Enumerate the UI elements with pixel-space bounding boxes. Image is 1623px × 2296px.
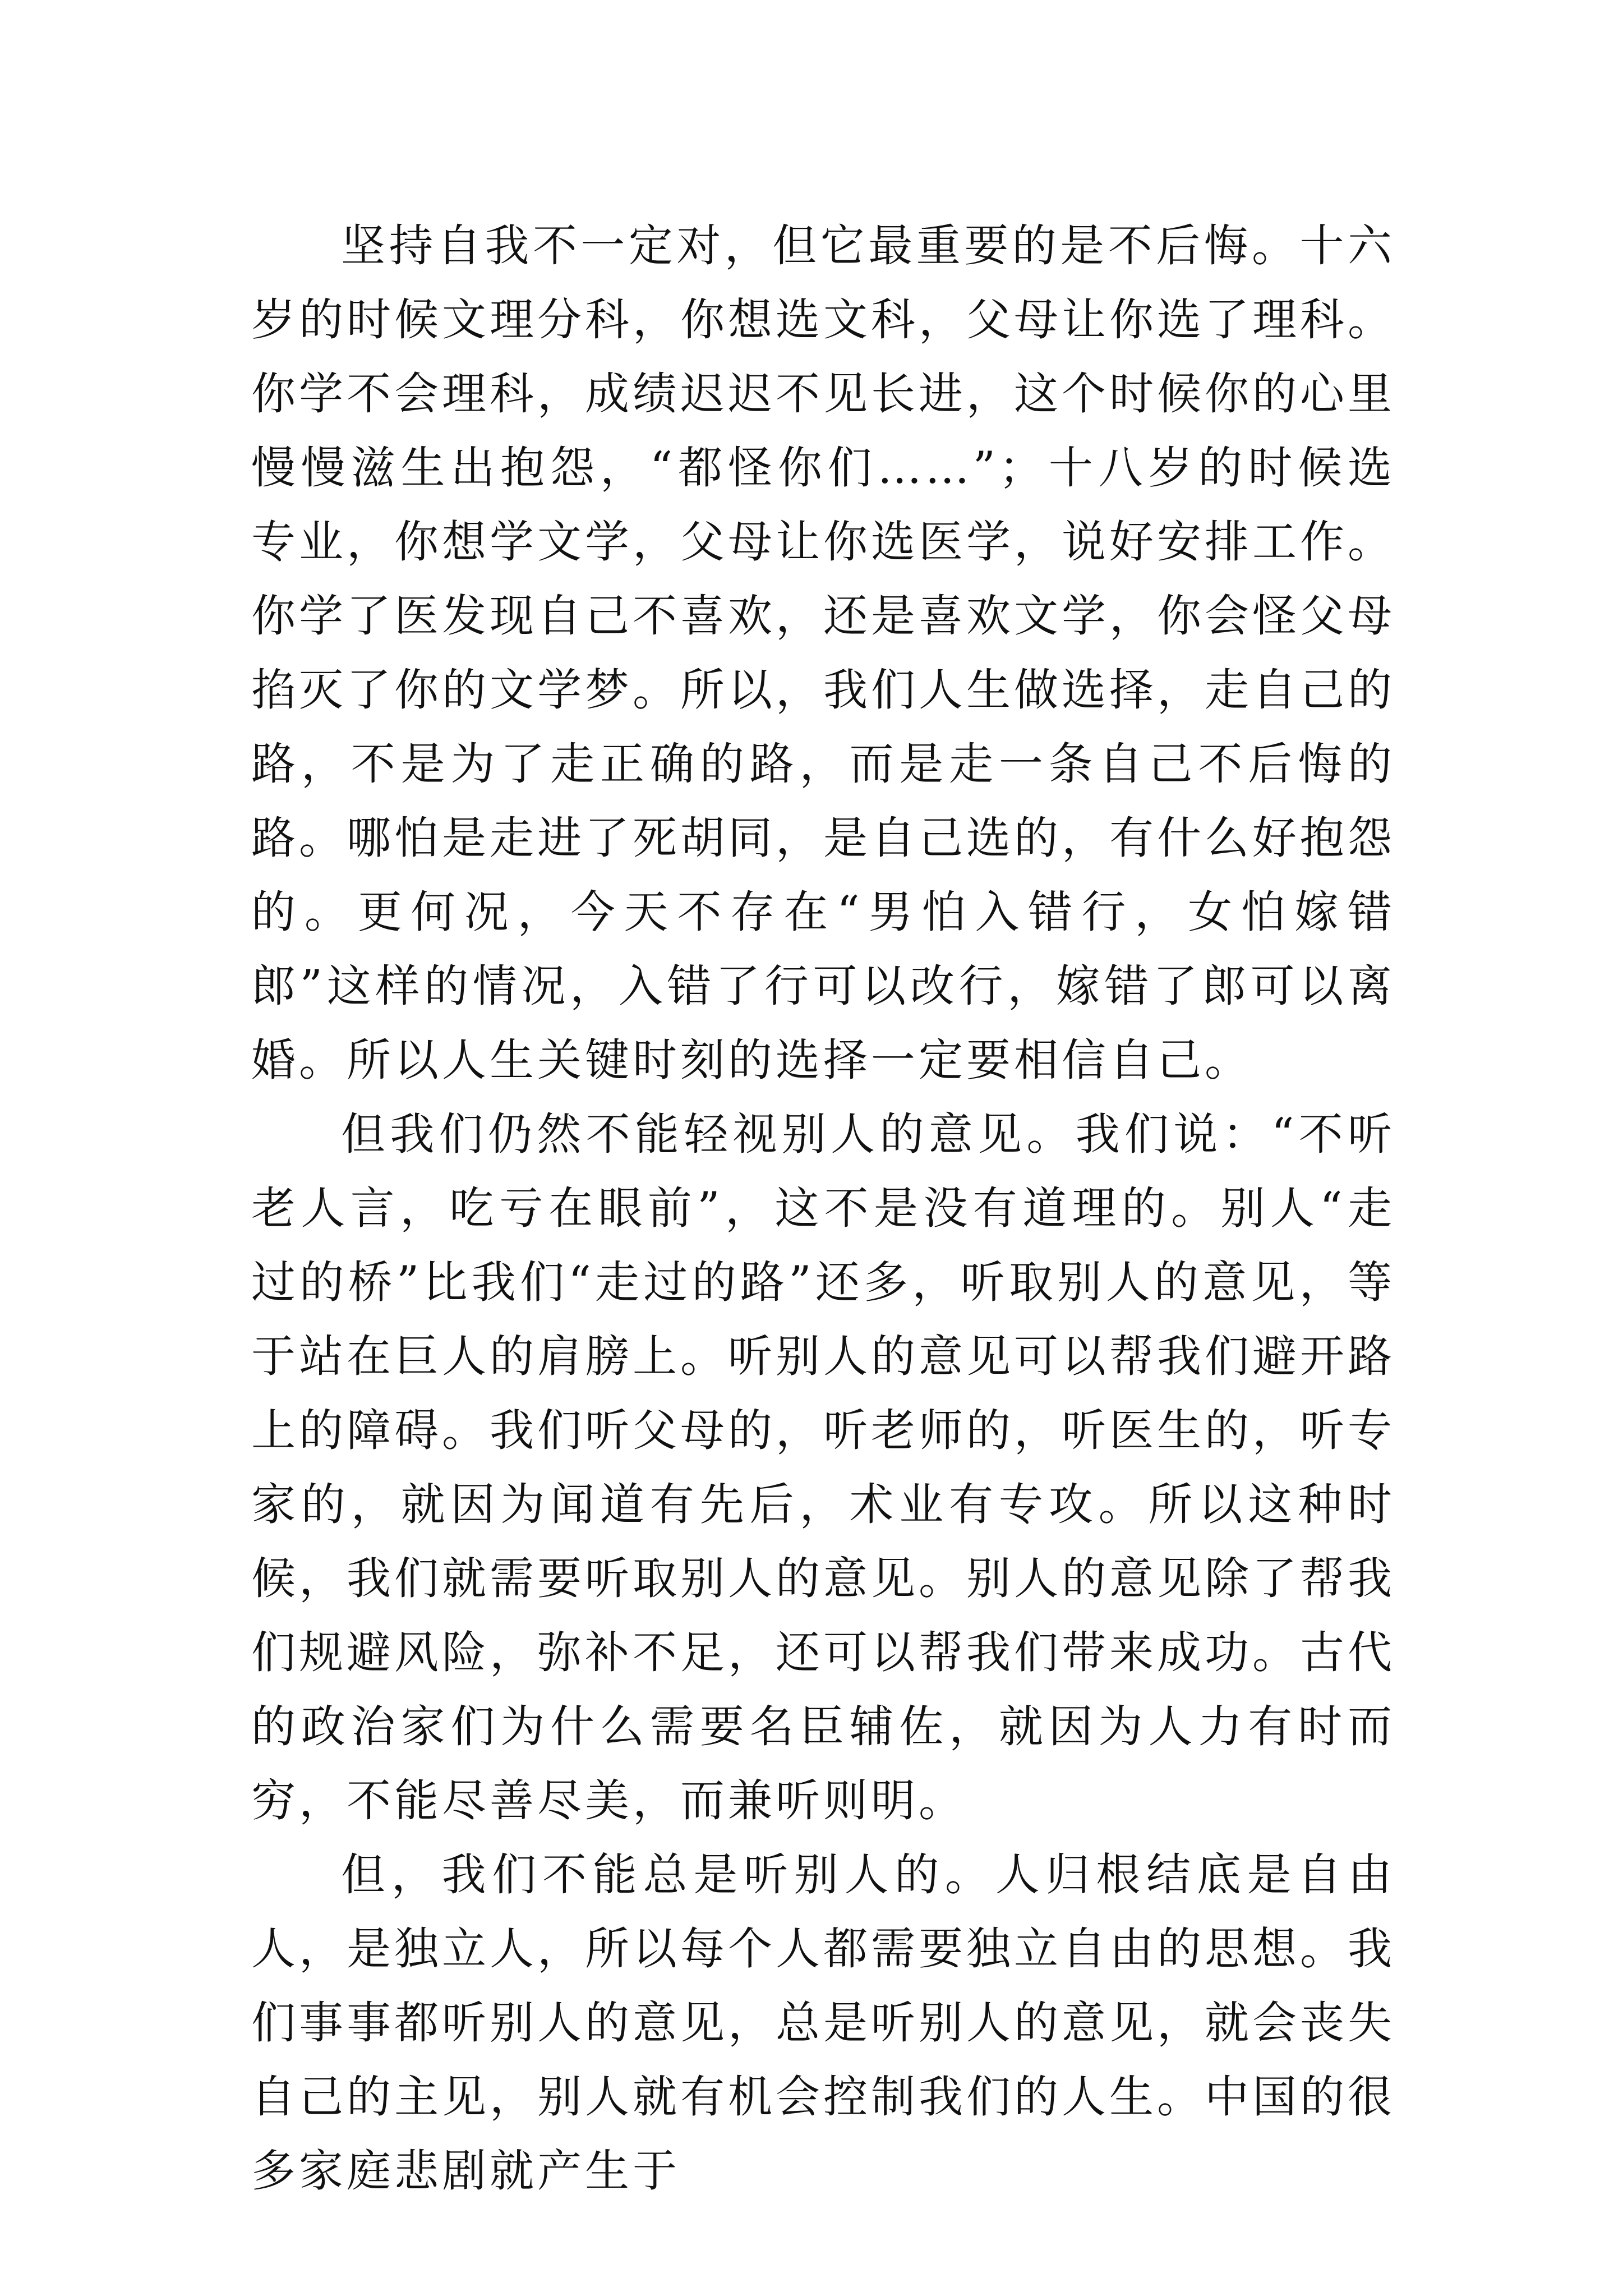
document-body [251,209,1395,2208]
paragraph-3: 但，我们不能总是听别人的。人归根结底是自由人，是独立人，所以每个人都需要独立自由的思想。我们事事都听别人的意见，总是听别人的意见，就会丧失自己的主见，别人就有机会控制我们的人生。中国的很多家庭悲剧就产生于 [251,1849,1395,2197]
paragraph-2: 但我们仍然不能轻视别人的意见。我们说：“不听老人言，吃亏在眼前”，这不是没有道理的。别人“走过的桥”比我们“走过的路”还多，听取别人的意见，等于站在巨人的肩膀上。听别人的意见可以帮我们避开路上的障碍。我们听父母的，听老师的，听医生的，听专家的，就因为闻道有先后，术业有专攻。所以这种时候，我们就需要听取别人的意见。别人的意见除了帮我们规避风险，弥补不足，还可以帮我们带来成功。古代的政治家们为什么需要名臣辅佐，就因为人力有时而穷，不能尽善尽美，而兼听则明。 [251,1108,1395,1826]
paragraph-1: 坚持自我不一定对，但它最重要的是不后悔。十六岁的时候文理分科，你想选文科，父母让你选了理科。你学不会理科，成绩迟迟不见长进，这个时候你的心里慢慢滋生出抱怨，“都怪你们……”；十八岁的时候选专业，你想学文学，父母让你选医学，说好安排工作。你学了医发现自己不喜欢，还是喜欢文学，你会怪父母掐灭了你的文学梦。所以，我们人生做选择，走自己的路，不是为了走正确的路，而是走一条自己不后悔的路。哪怕是走进了死胡同，是自己选的，有什么好抱怨的。更何况，今天不存在“男怕入错行，女怕嫁错郎”这样的情况，入错了行可以改行，嫁错了郎可以离婚。所以人生关键时刻的选择一定要相信自己。 [251,220,1395,1086]
